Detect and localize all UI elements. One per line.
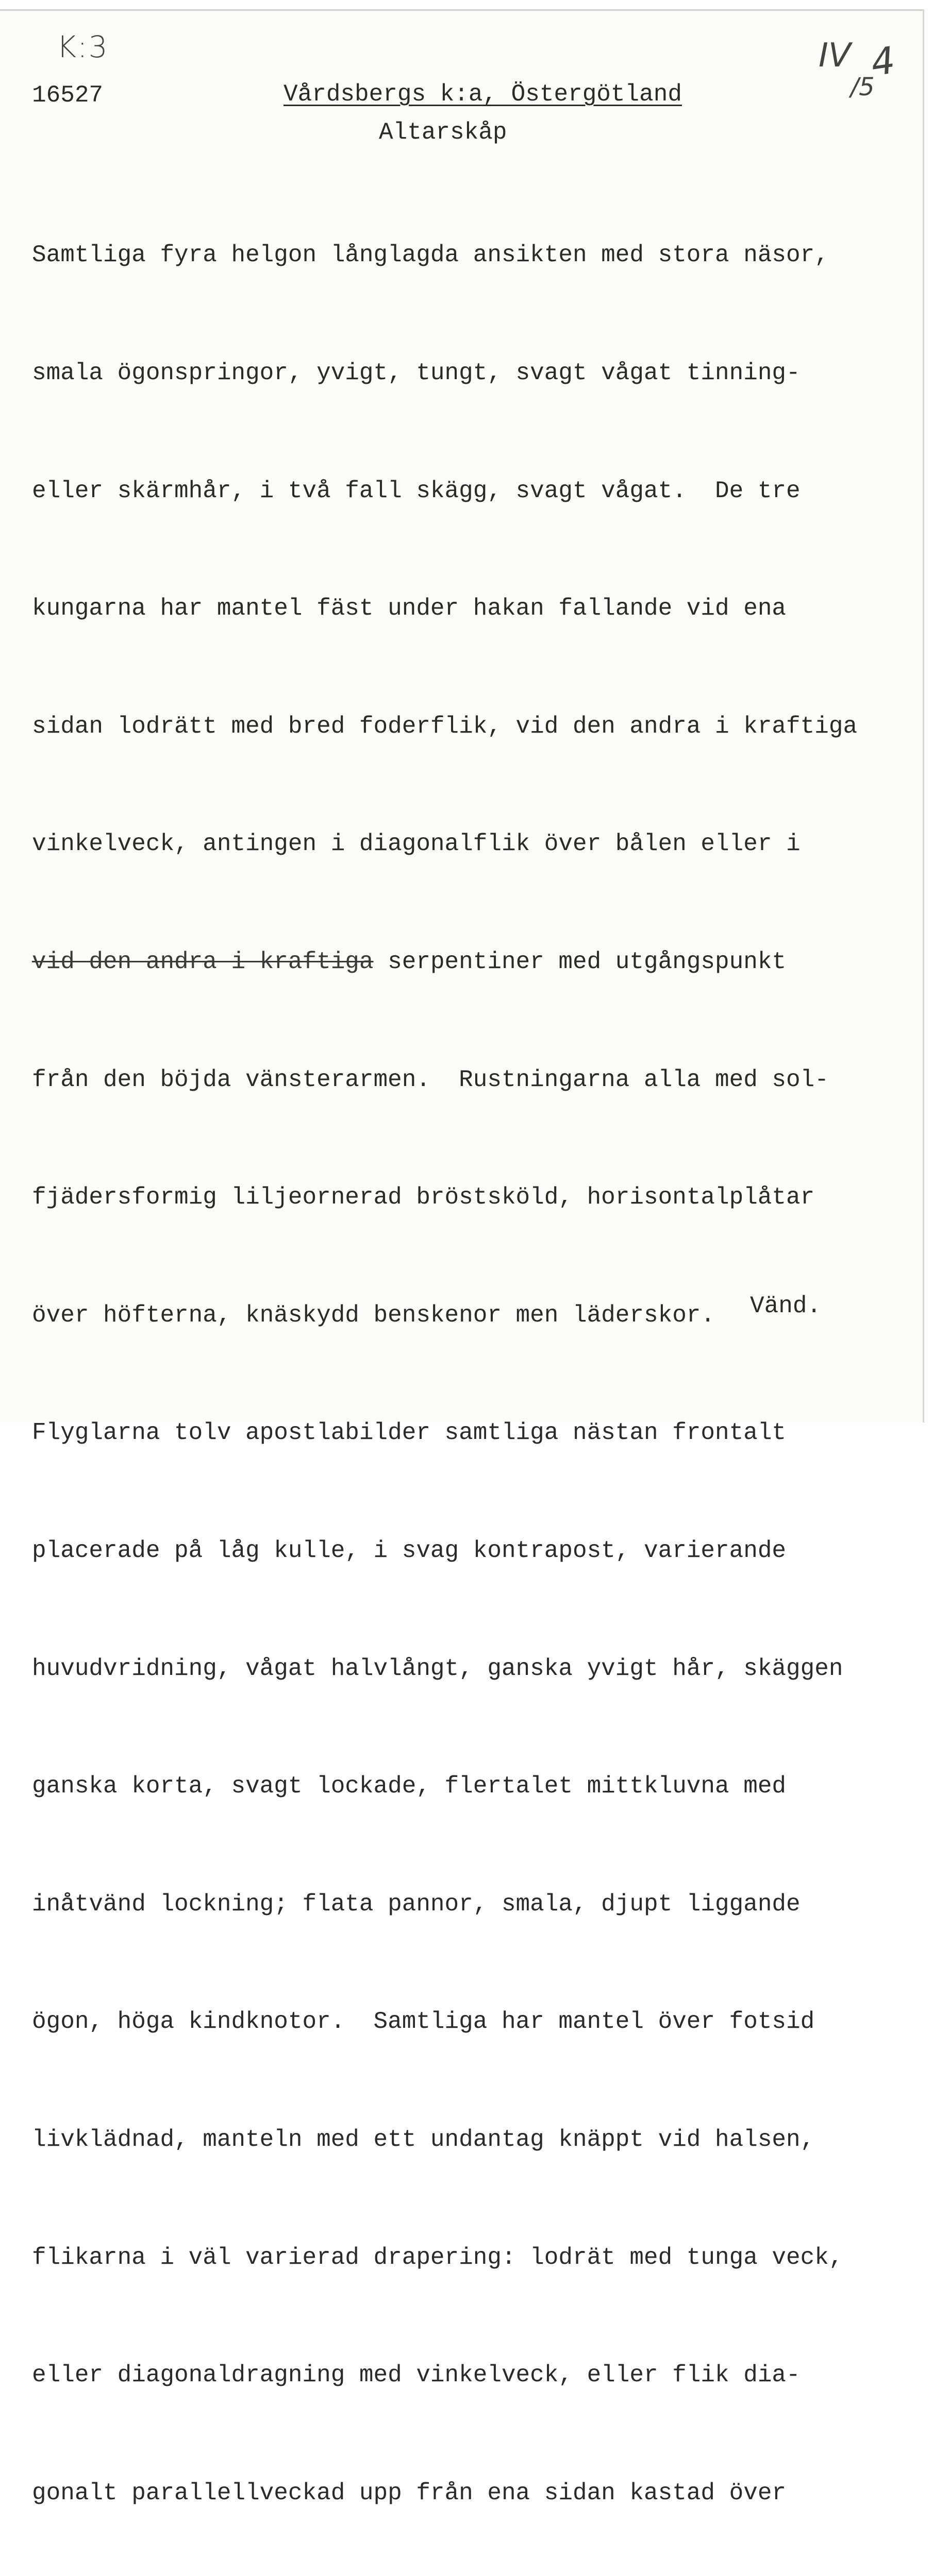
text-line: över höfterna, knäskydd benskenor men läderskor. [32, 1301, 715, 1329]
turn-over-note: Vänd. [750, 1293, 822, 1319]
catalog-number: 16527 [32, 82, 104, 109]
text-line: kungarna har mantel fäst under hakan fallande vid ena [32, 595, 787, 622]
page-subtitle: Altarskåp [379, 119, 507, 146]
text-line: gonalt parallellveckad upp från ena sidan kastad över [32, 2479, 787, 2506]
text-line: sidan lodrätt med bred foderflik, vid den andra i kraftiga [32, 713, 858, 740]
text-line: smala ögonspringor, yvigt, tungt, svagt vågat tinning- [32, 360, 801, 386]
handwritten-fraction: /5 [851, 73, 875, 101]
text-line: Flyglarna tolv apostlabilder samtliga nästan frontalt [32, 1419, 787, 1447]
text-line: fjädersformig liljeornerad bröstsköld, horisontalplåtar [32, 1184, 815, 1211]
page-title: Vårdsbergs k:a, Östergötland [284, 81, 682, 108]
text-line: från den böjda vänsterarmen. Rustningarna alla med sol- [32, 1066, 829, 1093]
text-line: inåtvänd lockning; flata pannor, smala, djupt liggande [32, 1890, 801, 1918]
handwritten-shelf-mark: K:3 [57, 29, 109, 64]
typed-text-body [32, 157, 857, 2576]
struck-out-text: vid den andra i kraftiga [32, 948, 374, 975]
text-line: ögon, höga kindknotor. Samtliga har mantel över fotsid [32, 2008, 815, 2036]
text-line: eller skärmhår, i två fall skägg, svagt vågat. De tre [32, 477, 801, 504]
text-line-with-strikeout [32, 942, 857, 981]
text-line: flikarna i väl varierad drapering: lodrät med tunga veck, [32, 2244, 843, 2271]
text-line: serpentiner med utgångspunkt [388, 948, 787, 975]
text-line: vinkelveck, antingen i diagonalflik över bålen eller i [32, 831, 801, 858]
text-line: livklädnad, manteln med ett undantag knäppt vid halsen, [32, 2126, 815, 2153]
archive-card [0, 9, 924, 2506]
handwritten-mark: 4 [868, 38, 898, 84]
text-line: eller diagonaldragning med vinkelveck, eller flik dia- [32, 2362, 801, 2389]
handwritten-roman-numeral: IV [819, 37, 851, 75]
text-line: Samtliga fyra helgon långlagda ansikten med stora näsor, [32, 242, 829, 269]
text-line: huvudvridning, vågat halvlångt, ganska yvigt hår, skäggen [32, 1655, 843, 1682]
text-line: ganska korta, svagt lockade, flertalet mittkluvna med [32, 1773, 787, 1800]
text-line: placerade på låg kulle, i svag kontrapost, varierande [32, 1537, 787, 1564]
